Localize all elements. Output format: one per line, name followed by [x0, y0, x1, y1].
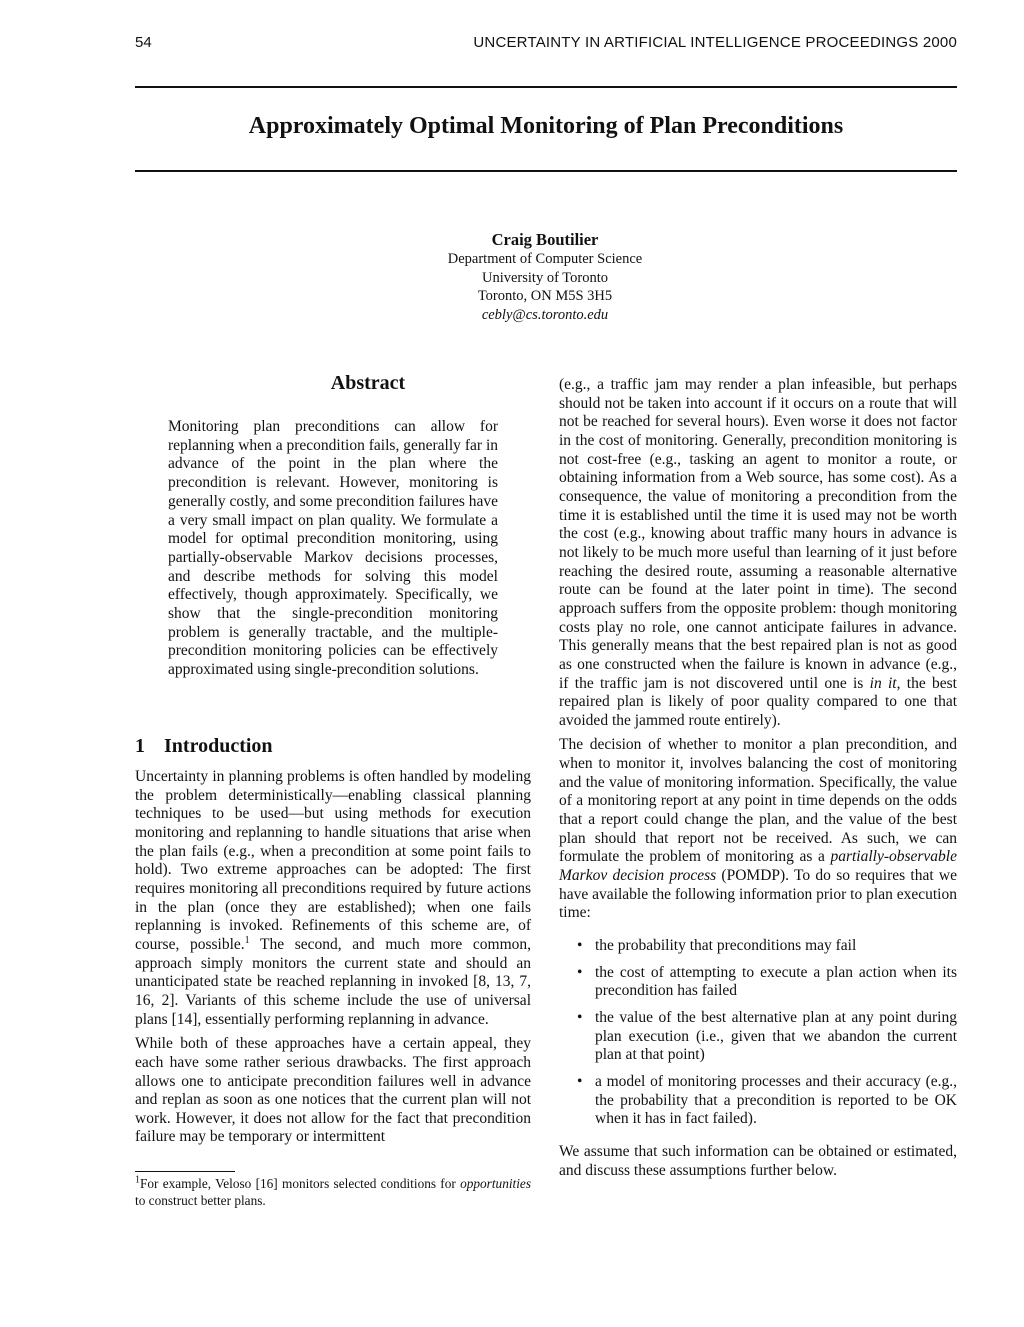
bullet-icon: •: [577, 1009, 583, 1026]
author-address: Toronto, ON M5S 3H5: [477, 288, 613, 304]
page-number: 54: [135, 34, 152, 51]
abstract-body: Monitoring plan preconditions can allow for replanning when a precondition fails, generally far in advance of the point in the plan where the precondition is relevant. However, monitoring is generally costly, and some precondition failures have a very small impact on plan quality. We formulate a model for optimal precondition monitoring, using partially-observable Markov decisions processes, and describe methods for solving this model effectively, though approximately. Specifically, we show that the single-precondition monitoring problem is generally tractable, and the multiple-precondition monitoring policies can be effectively approximated using single-precondition solutions.: [168, 418, 498, 679]
title-bottom-rule: [135, 170, 957, 172]
paper-title: Approximately Optimal Monitoring of Plan Preconditions: [248, 113, 844, 139]
author-name: Craig Boutilier: [491, 230, 599, 249]
section-title: Introduction: [164, 735, 273, 757]
footnote: $^1$For example, Veloso [16] monitors selected conditions for opportunities to construct better plans.: [135, 1174, 531, 1208]
intro-paragraph-1: Uncertainty in planning problems is often handled by modeling the problem deterministically—enabling classical planning techniques to be used—but using methods for execution monitoring and replanning to handle situations that arise when the plan fails (e.g., when a precondition at some point fails to hold). Two extreme approaches can be adopted: The first requires monitoring all preconditions required by future actions in the plan (once they are established); when one fails replanning is invoked. Refinements of this scheme are, of course, possible.$^1$ The second, and much more common, approach simply monitors the current state and should an unanticipated state be reached replanning in invoked [8, 13, 7, 16, 2]. Variants of this scheme include the use of universal plans [14], essentially performing replanning in advance.: [135, 768, 532, 1028]
right-column-body: [559, 376, 957, 1186]
section-heading: [135, 735, 273, 758]
footnote-number: 1: [135, 1174, 140, 1186]
author-email: cebly@cs.toronto.edu: [481, 306, 609, 323]
list-item: • a model of monitoring processes and their accuracy (e.g., the probability that a precondition is reported to be OK when it has in fact failed).: [577, 1072, 957, 1128]
requirements-list: [559, 937, 957, 1129]
section-number: 1: [135, 735, 145, 757]
intro-paragraph-3: (e.g., a traffic jam may render a plan infeasible, but perhaps should not be taken into account if it occurs on a route that will not be reached for several hours). Even worse it does not factor in the cost of monitoring. Generally, precondition monitoring is not cost-free (e.g., tasking an agent to monitor a route, or obtaining information from a Web source, has some cost). As a consequence, the value of monitoring a precondition from the time it is established until the time it is used may not be worth the cost (e.g., knowing about traffic many hours in advance is not likely to be much more useful than learning of it just before reaching the desired route, assuming a reasonable alternative route can be found at the later point in time). The second approach suffers from the opposite problem: though monitoring costs play no role, one cannot anticipate failures in advance. This generally means that the best repaired plan is not as good as one constructed when the failure is known in advance (e.g., if the traffic jam is not discovered until one is in it, the best repaired plan is likely of poor quality compared to one that avoided the jammed route entirely).: [559, 376, 957, 729]
author-university: University of Toronto: [482, 269, 608, 286]
footnote-marker: 1: [244, 934, 250, 946]
intro-paragraph-4: The decision of whether to monitor a plan precondition, and when to monitor it, involves balancing the cost of monitoring and the value of monitoring information. Specifically, the value of a monitoring report at any point in time depends on the odds that a report could change the plan, and the value of the best plan should that report not be received. As such, we can formulate the problem of monitoring as a partially-observable Markov decision process (POMDP). To do so requires that we have available the following information prior to plan execution time:: [559, 736, 958, 922]
author-department: Department of Computer Science: [447, 251, 643, 267]
footnote-rule: [135, 1171, 235, 1172]
bullet-icon: •: [577, 963, 583, 981]
bullet-icon: •: [577, 1072, 583, 1090]
venue-header: UNCERTAINTY IN ARTIFICIAL INTELLIGENCE PROCEEDINGS 2000: [473, 34, 957, 51]
left-column-body: [135, 768, 531, 1153]
list-item: • the cost of attempting to execute a plan action when its precondition has failed: [577, 963, 957, 1000]
intro-paragraph-5: We assume that such information can be obtained or estimated, and discuss these assumptions further below.: [559, 1142, 957, 1179]
intro-paragraph-2: While both of these approaches have a certain appeal, they each have some rather serious drawbacks. The first approach allows one to anticipate precondition failures well in advance and replan as soon as one notices that the current plan will not work. However, it does not allow for the fact that precondition failure may be temporary or intermittent: [135, 1035, 531, 1146]
list-item: • the probability that preconditions may fail: [577, 937, 857, 955]
list-item: • the value of the best alternative plan at any point during plan execution (i.e., given that we abandon the current plan at that point): [577, 1009, 957, 1064]
abstract-heading: Abstract: [330, 372, 406, 394]
bullet-icon: •: [577, 937, 583, 955]
author-block: [345, 230, 745, 324]
title-top-rule: [135, 86, 957, 88]
